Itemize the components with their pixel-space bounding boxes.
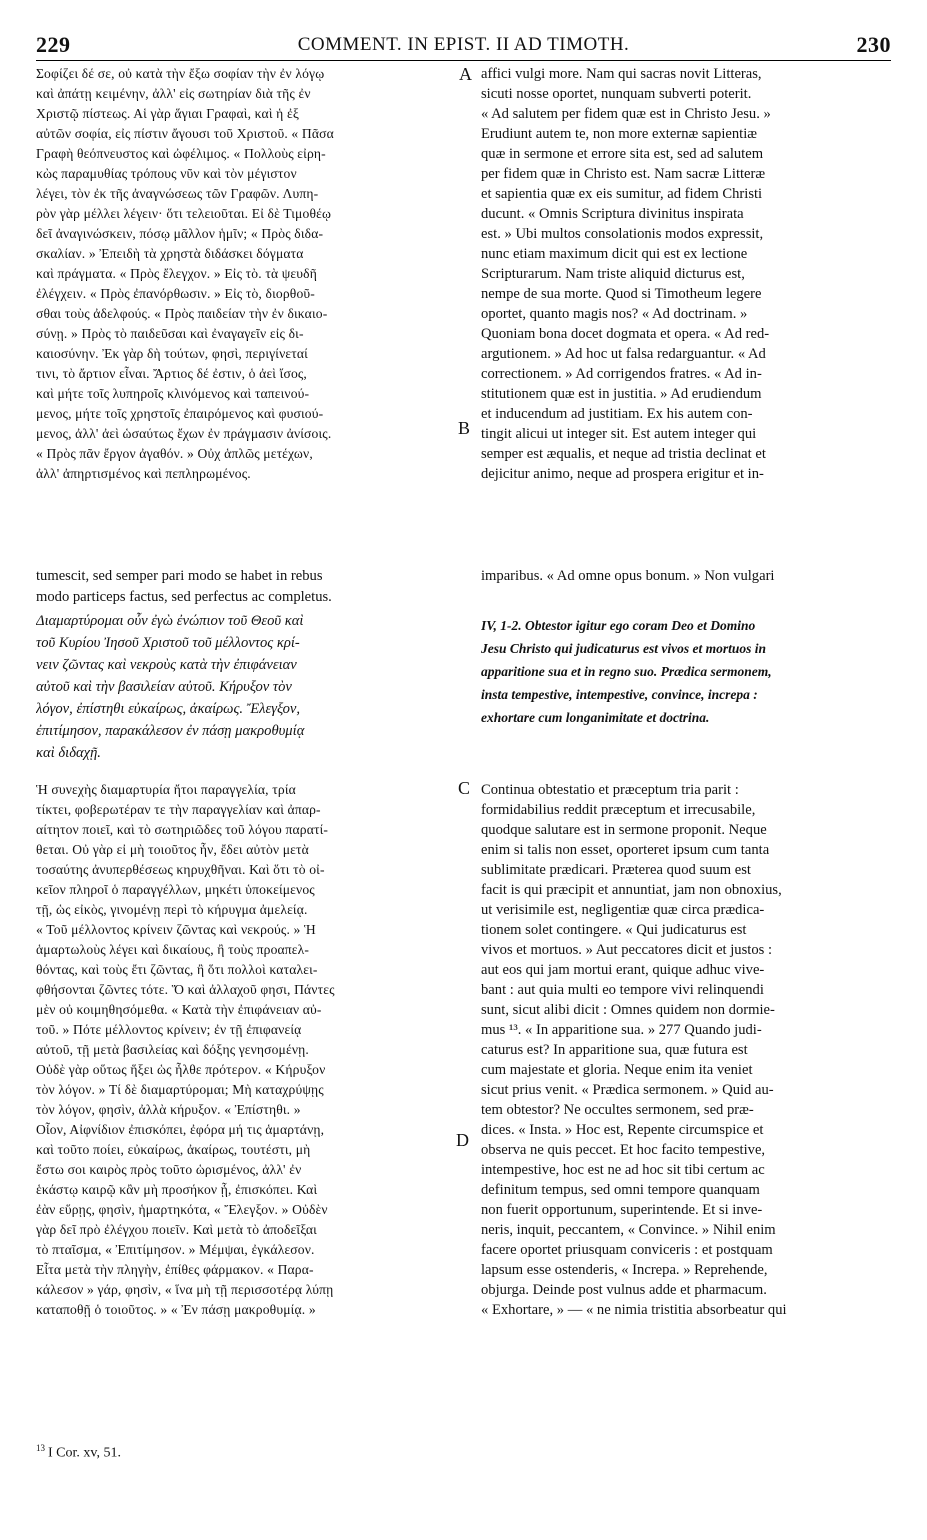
latin-text-line: ducunt. « Omnis Scriptura divinitus inspirata [481, 206, 744, 222]
greek-lemma [36, 610, 456, 764]
full-width-line-1 [36, 566, 466, 586]
page-number-left: 229 [36, 32, 71, 57]
latin-text-line: argutionem. » Ad hoc ut falsa redarguantur. « Ad [481, 346, 766, 362]
latin-text-line: et inducendum ad justitiam. Ex his autem con- [481, 406, 753, 422]
full-line-1-right: imparibus. « Ad omne opus bonum. » Non vulgari [481, 568, 775, 584]
latin-text-line: mus ¹³. « In apparitione sua. » 277 Quando judi- [481, 1022, 762, 1038]
latin-lemma-line: exhortare cum longanimitate et doctrina. [481, 710, 710, 725]
latin-text-line: ut verisimile est, negligentiæ quæ circa prædica- [481, 902, 765, 918]
greek-text-line: ἔστω σοι καιρὸς πρὸς τοῦτο ὡρισμένος, ἀλλ' ἐν [36, 1162, 302, 1177]
greek-lemma-line: νειν ζῶντας καὶ νεκροὺς κατὰ τὴν ἐπιφάνειαν [36, 657, 297, 673]
greek-text-line: Ἡ συνεχὴς διαμαρτυρία ἤτοι παραγγελία, τρία [36, 782, 296, 797]
latin-text-line: quodque salutare est in sermone proponit. Neque [481, 822, 767, 838]
greek-text-line: αὐτοῦ, τῇ μετὰ βασιλείας καὶ δόξης γενησομένῃ. [36, 1042, 309, 1057]
latin-text-line: dices. « Insta. » Hoc est, Repente circumspice et [481, 1122, 764, 1138]
latin-text-line: caturus est? In apparitione sua, quæ futura est [481, 1042, 748, 1058]
latin-text-line: Quoniam bona docet dogmata et opera. « Ad red- [481, 326, 770, 342]
latin-text-line: semper est æqualis, et neque ad tristia declinat et [481, 446, 766, 462]
greek-text-line: καὶ τοῦτο ποίει, εὐκαίρως, ἀκαίρως, τουτέστι, μὴ [36, 1142, 311, 1157]
latin-text-line: lapsum esse ostenderis, « Increpa. » Reprehende, [481, 1262, 768, 1278]
greek-text-line: σθαι τοὺς ἀδελφούς. « Πρὸς παιδείαν τὴν ἐν δικαιο- [36, 306, 328, 321]
latin-text-line: dejicitur animo, neque ad prospera erigitur et in- [481, 466, 764, 482]
latin-text-line: non fuerit opportunum, superintende. Et si inve- [481, 1202, 763, 1218]
greek-text-line: αίτητον ποιεῖ, καὶ τὸ σωτηριῶδες τοῦ λόγου παρατί- [36, 822, 329, 837]
latin-text-line: stitutionem quæ est in justitia. » Ad erudiendum [481, 386, 762, 402]
latin-text-line: vivos et mortuos. » Aut peccatores dicit et justos : [481, 942, 773, 958]
latin-text-line: objurga. Deinde post vulnus adde et pharmacum. [481, 1282, 767, 1298]
greek-text-line: κὼς παραμυθίας τρόπους νῦν καὶ τὸν μέγιστον [36, 166, 297, 181]
margin-marker-d: D [456, 1130, 469, 1150]
greek-text-line: κεῖον πληροῖ ὁ παραγγέλλων, μηκέτι ὑποκείμενος [36, 882, 315, 897]
latin-text-line: nunc etiam maximum dicit qui est ex lectione [481, 246, 748, 262]
greek-lemma-line: λόγον, ἐπίστηθι εὐκαίρως, ἀκαίρως. Ἔλεγξον, [36, 701, 301, 717]
greek-text-line: ἁμαρτωλοὺς λέγει καὶ δικαίους, ἢ τοὺς προαπελ- [36, 942, 310, 957]
latin-text-line: correctionem. » Ad corrigendos fratres. « Ad in- [481, 366, 762, 382]
greek-lemma-line: ἐπιτίμησον, παρακάλεσον ἐν πάσῃ μακροθυμίᾳ [36, 723, 305, 739]
latin-text-line: per fidem quæ in Christo est. Nam sacræ Litteræ [481, 166, 766, 182]
greek-text-line: μενος, μήτε τοῖς χρηστοῖς ἐπαιρόμενος καὶ φυσιού- [36, 406, 324, 421]
greek-text-line: ἀλλ' ἀπηρτισμένος καὶ πεπληρωμένος. [36, 466, 251, 481]
greek-text-line: Εἶτα μετὰ τὴν πληγὴν, ἐπίθες φάρμακον. « Παρα- [36, 1262, 314, 1277]
latin-text-line: bant : aut quia multi eo tempore vivi relinquendi [481, 982, 764, 998]
latin-text-line: « Ad salutem per fidem quæ est in Christo Jesu. » [481, 106, 771, 122]
greek-text-line: τὸν λόγον, φησὶν, ἀλλὰ κήρυξον. « Ἐπίστηθι. » [36, 1102, 301, 1117]
margin-marker-c: C [458, 778, 471, 798]
greek-text-line: καὶ πράγματα. « Πρὸς ἔλεγχον. » Εἰς τὸ. τὰ ψευδῆ [36, 266, 317, 281]
latin-text-line: oportet, quanto magis nos? « Ad doctrinam. » [481, 306, 748, 322]
latin-text-line: Erudiunt autem te, non more externæ sapientiæ [481, 126, 757, 142]
latin-text-line: facere oportet priusquam conviceris : et postquam [481, 1242, 773, 1258]
greek-text-line: καὶ ἀπάτῃ κειμένην, ἀλλ' εἰς σωτηρίαν διὰ τῆς ἐν [36, 86, 311, 101]
greek-text-line: Οἷον, Αἰφνίδιον ἐπισκόπει, ἐφόρα μή τις ἁμαρτάνῃ, [36, 1122, 325, 1137]
greek-column-top [36, 64, 456, 484]
greek-text-line: ἐλέγχειν. « Πρὸς ἐπανόρθωσιν. » Εἰς τὸ, διορθοῦ- [36, 286, 315, 301]
latin-text-line: sunt, sicut alibi dicit : Omnes quidem non dormie- [481, 1002, 775, 1018]
greek-text-line: σκαλίαν. » Ἐπειδὴ τὰ χρηστὰ διδάσκει δόγματα [36, 246, 304, 261]
latin-lemma-line: Jesu Christo qui judicaturus est vivos et mortuos in [481, 641, 767, 656]
greek-text-line: τὸν λόγον. » Τί δὲ διαμαρτύρομαι; Μὴ καταχρύψῃς [36, 1082, 324, 1097]
greek-text-line: Οὐδὲ γὰρ οὕτως ἥξει ὡς ἦλθε πρότερον. « Κήρυξον [36, 1062, 326, 1077]
greek-text-line: μὲν οὐ κοιμηθησόμεθα. « Κατὰ τὴν ἐπιφάνειαν αὐ- [36, 1002, 322, 1017]
greek-text-line: καταποθῇ ὁ τοιοῦτος. » « Ἐν πάσῃ μακροθυμίᾳ. » [36, 1302, 316, 1317]
greek-text-line: ρὸν γὰρ μέλλει λέγειν· ὅτι τελειοῦται. Εἰ δὲ Τιμοθέῳ [36, 206, 332, 221]
greek-text-line: γὰρ δεῖ πρὸ ἐλέγχου ποιεῖν. Καὶ μετὰ τὸ ἀποδεῖξαι [36, 1222, 317, 1237]
greek-text-line: τῇ, ὡς εἰκὸς, γινομένῃ περὶ τὸ κήρυγμα ἀμελείᾳ. [36, 902, 308, 917]
greek-column-bottom [36, 780, 456, 1320]
greek-lemma-line: αὐτοῦ καὶ τὴν βασιλείαν αὐτοῦ. Κήρυξον τὸν [36, 679, 292, 695]
greek-lemma-line: τοῦ Κυρίου Ἰησοῦ Χριστοῦ τοῦ μέλλοντος κρί- [36, 635, 300, 651]
greek-text-line: Γραφὴ θεόπνευστος καὶ ὠφέλιμος. « Πολλοὺς εἰρη- [36, 146, 326, 161]
latin-text-line: intempestive, hoc est ne ad hoc sit tibi certum ac [481, 1162, 765, 1178]
latin-text-line: affici vulgi more. Nam qui sacras novit Litteras, [481, 66, 762, 82]
latin-text-line: « Exhortare, » — « ne nimia tristitia absorbeatur qui [481, 1302, 787, 1318]
latin-text-line: Scripturarum. Nam triste aliquid dicturus est, [481, 266, 745, 282]
latin-lemma-line: insta tempestive, intempestive, convince, increpa : [481, 687, 758, 702]
greek-text-line: αὐτῶν σοφία, εἰς πίστιν ἄγουσι τοῦ Χριστοῦ. « Πᾶσα [36, 126, 334, 141]
latin-text-line: neris, inquit, peccantem, « Convince. » Nihil enim [481, 1222, 776, 1238]
latin-text-line: nempe de sua morte. Quod si Timotheum legere [481, 286, 762, 302]
latin-text-line: Continua obtestatio et præceptum tria parit : [481, 782, 739, 798]
greek-text-line: τὸ πταῖσμα, « Ἐπιτίμησον. » Μέμψαι, ἐγκάλεσον. [36, 1242, 315, 1257]
greek-text-line: τίκτει, φοβερωτέραν τε τὴν παραγγελίαν καὶ ἀπαρ- [36, 802, 321, 817]
margin-marker-b: B [458, 418, 471, 438]
latin-text-line: enim si talis non esset, oporteret ipsum cum tanta [481, 842, 770, 858]
greek-text-line: Χριστῷ πίστεως. Αἱ γὰρ ἅγιαι Γραφαὶ, καὶ ἡ ἐξ [36, 106, 300, 121]
greek-text-line: σύνῃ. » Πρὸς τὸ παιδεῦσαι καὶ ἐναγαγεῖν εἰς δι- [36, 326, 304, 341]
greek-text-line: λέγει, τὸν ἐκ τῆς ἀναγνώσεως τῶν Γραφῶν. Λυπη- [36, 186, 319, 201]
header-rule [36, 60, 891, 61]
latin-text-line: observa ne quis peccet. Et hoc facito tempestive, [481, 1142, 766, 1158]
greek-text-line: φθήσονται ζῶντες τότε. Ὅ καὶ ἀλλαχοῦ φησι, Πάντες [36, 982, 335, 997]
greek-text-line: καὶ μήτε τοῖς λυπηροῖς κλινόμενος καὶ ταπεινού- [36, 386, 310, 401]
latin-text-line: tem obtestor? Ne occultes sermonem, sed præ- [481, 1102, 754, 1118]
greek-lemma-line: καὶ διδαχῇ. [36, 745, 101, 761]
latin-lemma-line: apparitione sua et in regno suo. Prædica sermonem, [481, 664, 772, 679]
latin-text-line: est. » Ubi multos consolationis modos expressit, [481, 226, 764, 242]
greek-text-line: « Πρὸς πᾶν ἔργον ἀγαθόν. » Οὐχ ἁπλῶς μετέχων, [36, 446, 313, 461]
greek-text-line: δεῖ ἀναγινώσκειν, πόσῳ μᾶλλον ἡμῖν; « Πρὸς διδα- [36, 226, 324, 241]
latin-text-line: cum majestate et gloria. Neque enim ita veniet [481, 1062, 753, 1078]
latin-text-line: tingit alicui ut integer sit. Est autem integer qui [481, 426, 757, 442]
running-title: COMMENT. IN EPIST. II AD TIMOTH. [297, 34, 630, 55]
greek-text-line: τοσαύτης ἀνυπερθέσεως κηρυχθῆναι. Καὶ ὅτι τὸ οἰ- [36, 862, 325, 877]
latin-text-line: aut eos qui jam mortui erant, quique adhuc vive- [481, 962, 765, 978]
greek-text-line: θόντας, καὶ τοὺς ἔτι ζῶντας, ἢ ὅτι πολλοὶ καταλει- [36, 962, 318, 977]
greek-text-line: τοῦ. » Πότε μέλλοντος κρίνειν; ἐν τῇ ἐπιφανείᾳ [36, 1022, 302, 1037]
latin-text-line: formidabilius reddit præceptum et irrecusabile, [481, 802, 756, 818]
greek-lemma-line: Διαμαρτύρομαι οὖν ἐγὼ ἐνώπιον τοῦ Θεοῦ καὶ [36, 613, 304, 629]
latin-text-line: definitum tempus, sed omni tempore quanquam [481, 1182, 760, 1198]
full-line-1-left: tumescit, sed semper pari modo se habet in rebus [36, 568, 323, 584]
greek-text-line: ἑκάστῳ καιρῷ κἂν μὴ προσήκον ᾖ, ἐπισκόπει. Καὶ [36, 1182, 318, 1197]
latin-text-line: facit is qui præcipit et annuntiat, jam non obnoxius, [481, 882, 782, 898]
latin-text-line: et sapientia quæ ex eis sumitur, ad fidem Christi [481, 186, 763, 202]
footnote [36, 1443, 121, 1462]
latin-lemma-line: IV, 1-2. Obtestor igitur ego coram Deo et Domino [481, 618, 756, 633]
margin-marker-a: A [459, 64, 472, 84]
full-line-2: modo particeps factus, sed perfectus ac completus. [36, 589, 332, 605]
footnote-mark: 13 [36, 1443, 45, 1453]
greek-text-line: μενος, ἀλλ' ἀεὶ ὡσαύτως ἔχων ἐν πράγμασιν ἀνίσοις. [36, 426, 332, 441]
footnote-text: I Cor. xv, 51. [48, 1445, 121, 1461]
greek-text-line: ἐὰν εὕρῃς, φησὶν, ἡμαρτηκότα, « Ἔλεγξον. » Οὐδὲν [36, 1202, 328, 1217]
page-number-right: 230 [856, 32, 891, 57]
latin-text-line: sicut prius venit. « Prædica sermonem. » Quid au- [481, 1082, 774, 1098]
greek-text-line: θεται. Οὐ γὰρ εἰ μὴ τοιοῦτος ἦν, ἔδει αὐτὸν μετὰ [36, 842, 309, 857]
greek-text-line: τινι, τὸ ἄρτιον εἶναι. Ἄρτιος δέ ἐστιν, ὁ ἀεὶ ἴσος, [36, 366, 307, 381]
greek-text-line: κάλεσον » γάρ, φησὶν, « ἵνα μὴ τῇ περισσοτέρᾳ λύπῃ [36, 1282, 334, 1297]
latin-column-bottom [481, 780, 893, 1320]
latin-text-line: tionem solet contingere. « Qui judicaturus est [481, 922, 747, 938]
greek-text-line: Σοφίζει δέ σε, οὐ κατὰ τὴν ἔξω σοφίαν τὴν ἐν λόγῳ [36, 66, 325, 81]
latin-text-line: sicuti nosse oportet, nunquam subverti poterit. [481, 86, 752, 102]
latin-column-top [481, 64, 893, 484]
page-header [36, 32, 891, 60]
latin-text-line: sublimitate prædicari. Præterea quod suum est [481, 862, 751, 878]
latin-lemma [481, 614, 893, 729]
full-width-line-2 [36, 587, 476, 607]
full-width-line-1-right [481, 566, 893, 586]
greek-text-line: « Τοῦ μέλλοντος κρίνειν ζῶντας καὶ νεκρούς. » Ἡ [36, 922, 316, 937]
greek-text-line: καιοσύνην. Ἐκ γὰρ δὴ τούτων, φησὶ, περιγίνεταί [36, 346, 308, 361]
latin-text-line: quæ in sermone et errore sita est, sed ad salutem [481, 146, 764, 162]
